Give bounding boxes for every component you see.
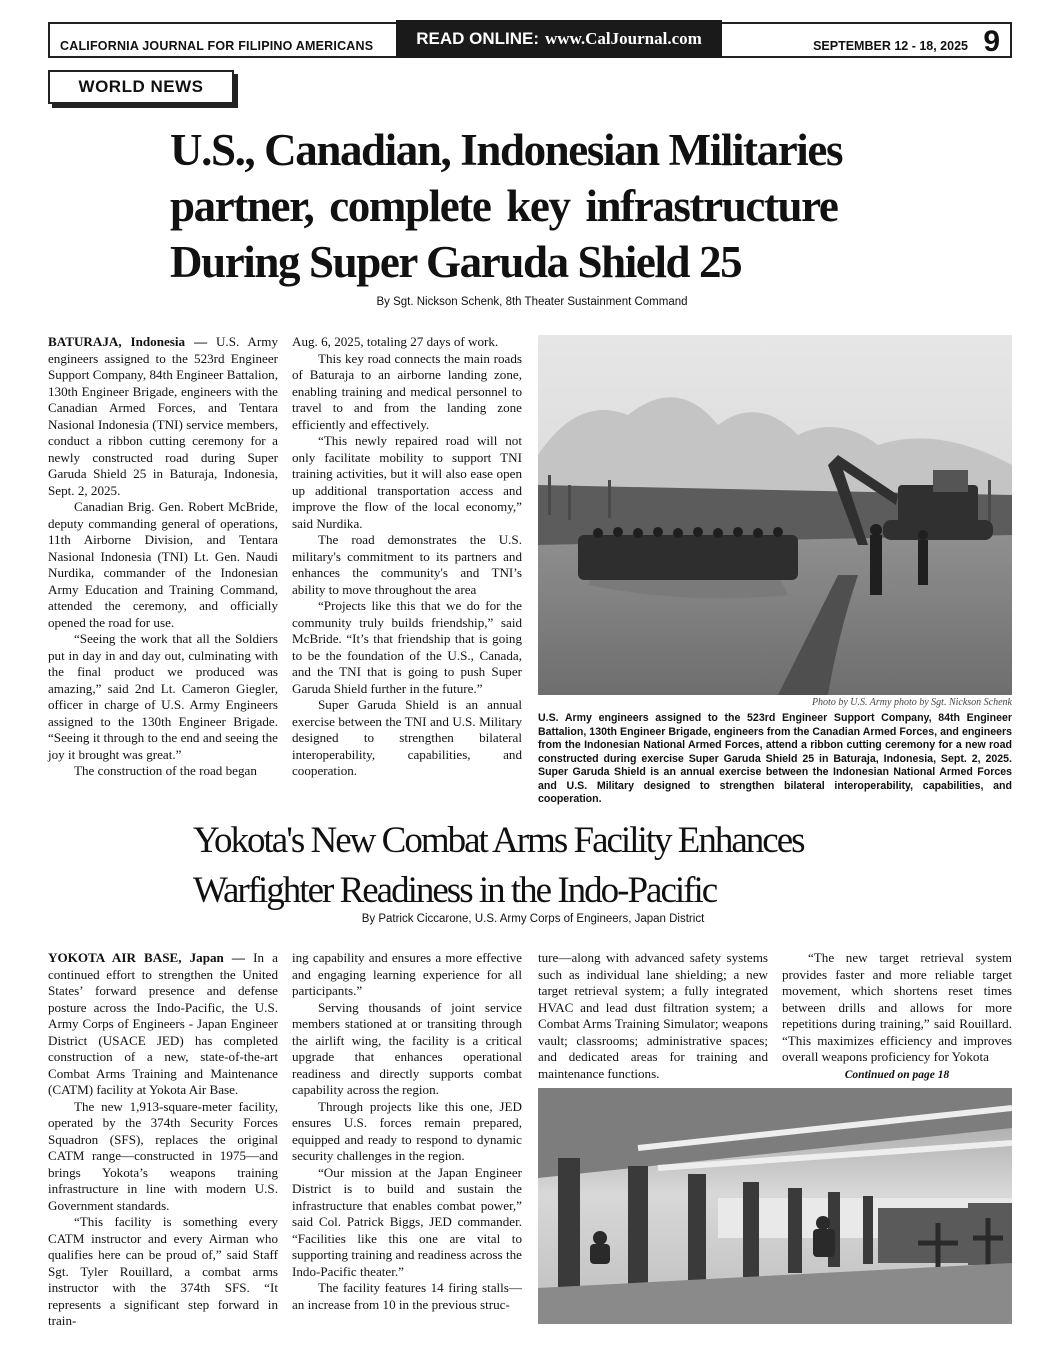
continued-link[interactable]: Continued on page 18 [844, 1069, 950, 1081]
article2-column-4 [782, 950, 1012, 1066]
photo-credit: Photo by U.S. Army photo by Sgt. Nickson Schenk [811, 697, 1012, 708]
paragraph: This key road connects the main roads of Baturaja to an airborne landing zone, enabling training and medical personnel to travel to and from the landing zone efficiently and effectively. [292, 350, 522, 432]
website-link[interactable]: www.CalJournal.com [545, 29, 702, 48]
issue-date: SEPTEMBER 12 - 18, 2025 [813, 39, 968, 53]
article2-column-3 [538, 950, 768, 1082]
article1-byline: By Sgt. Nickson Schenk, 8th Theater Sustainment Command [376, 296, 688, 308]
publication-name: CALIFORNIA JOURNAL FOR FILIPINO AMERICANS [60, 39, 374, 53]
headline-line: During Super Garuda Shield 25 [170, 237, 742, 287]
paragraph: YOKOTA AIR BASE, Japan — In a continued effort to strengthen the United States’ forward presence and defense posture across the Indo-Pacific, the U.S. Army Corps of Engineers - Japan Engineer District (USACE JED) has completed construction of a new, state-of-the-art Combat Arms Training and Maintenance (CATM) facility at Yokota Air Base. [48, 950, 278, 1097]
page-number: 9 [983, 25, 1000, 58]
paragraph: Canadian Brig. Gen. Robert McBride, deputy commanding general of operations, 11th Airborne Division, and Tentara Nasional Indonesia (TNI) Lt. Gen. Naudi Nurdika, commander of the Indonesian Army Education and Training Command, attended the ceremony, and officially opened the road for use. [48, 499, 278, 630]
firing-range-photo [538, 1088, 1012, 1324]
paragraph: BATURAJA, Indonesia — U.S. Army engineers assigned to the 523rd Engineer Support Company, 84th Engineer Battalion, 130th Engineer Brigade, engineers with the Canadian Armed Forces, and Tentara Nasional Indonesia (TNI) service members, conduct a ribbon cutting ceremony for a newly constructed road during Super Garuda Shield 25 in Baturaja, Indonesia, Sept. 2, 2025. [48, 334, 278, 498]
paragraph: “This facility is something every CATM instructor and every Airman who qualifies here can be proud of,” said Staff Sgt. Tyler Rouillard, a combat arms instructor with the 374th SFS. “It represents a significant step forward in train- [48, 1214, 278, 1328]
headline-line: partner, complete key infrastructure [170, 181, 838, 231]
article1-column-2 [292, 334, 522, 780]
masthead [48, 22, 1012, 58]
ribbon-ceremony-photo [538, 335, 1012, 695]
read-online-banner [396, 20, 722, 58]
dateline: BATURAJA, Indonesia — [48, 334, 208, 349]
photo-caption: U.S. Army engineers assigned to the 523rd Engineer Support Company, 84th Engineer Battalion, 130th Engineer Brigade, engineers from the Canadian Armed Forces, and engineers from the Indonesian National Armed Forces, attend a ribbon cutting ceremony for a new road constructed during exercise Super Garuda Shield 25 in Baturaja, Indonesia, Sept. 2, 2025. Super Garuda Shield is an annual exercise between the Indonesian National Armed Forces and U.S. Military designed to strengthen bilateral interoperability, capabilities, and cooperation. [538, 712, 1012, 805]
headline-line: Warfighter Readiness in the Indo-Pacific [193, 870, 717, 911]
paragraph: Through projects like this one, JED ensures U.S. forces remain prepared, equipped and ready to respond to dynamic security challenges in the region. [292, 1098, 522, 1163]
paragraph: “This newly repaired road will not only facilitate mobility to support TNI training activities, but it will also ease open up additional transportation access and improve the flow of the local economy,” said Nurdika. [292, 433, 522, 531]
paragraph: The new 1,913-square-meter facility, operated by the 374th Security Forces Squadron (SFS), replaces the original CATM range—constructed in 1975—and brings Yokota’s weapons training infrastructure in line with modern U.S. Government standards. [48, 1098, 278, 1213]
paragraph: Serving thousands of joint service members stationed at or transiting through the airlift wing, the facility is a critical upgrade that enhances operational readiness and directly supports combat capability across the region. [292, 999, 522, 1097]
read-online-label: READ ONLINE: [416, 29, 539, 48]
section-label: WORLD NEWS [48, 70, 234, 104]
paragraph: ture—along with advanced safety systems such as individual lane shielding; a new target retrieval system; a fully integrated HVAC and lead dust filtration system; a Combat Arms Training Simulator; weapons vault; classrooms; administrative spaces; and dedicated areas for training and maintenance functions. [538, 950, 768, 1081]
paragraph: Aug. 6, 2025, totaling 27 days of work. [292, 334, 499, 349]
article1-headline [170, 122, 894, 290]
article2-column-1 [48, 950, 278, 1330]
paragraph: ing capability and ensures a more effective and engaging learning experience for all participants.” [292, 950, 522, 998]
headline-line: U.S., Canadian, Indonesian Militaries [170, 125, 843, 175]
paragraph: The facility features 14 firing stalls—an increase from 10 in the previous struc- [292, 1280, 522, 1312]
paragraph: “Projects like this that we do for the community truly builds friendship,” said McBride. “It’s that friendship that is going to be the foundation of the U.S., Canada, and the TNI that is going to push Super Garuda Shield further in the future.” [292, 598, 522, 696]
paragraph: “Seeing the work that all the Soldiers put in day in and day out, culminating with the final product we produced was amazing,” said 2nd Lt. Cameron Giegler, officer in charge of U.S. Army Engineers assigned to the 130th Engineer Brigade. “Seeing it through to the end and seeing the joy it brought was great.” [48, 631, 278, 762]
article2-column-2 [292, 950, 522, 1313]
paragraph: The construction of the road began [74, 763, 257, 778]
article2-byline: By Patrick Ciccarone, U.S. Army Corps of Engineers, Japan District [361, 913, 705, 925]
paragraph: Super Garuda Shield is an annual exercise between the TNI and U.S. Military designed to strengthen bilateral interoperability, capabilities, and cooperation. [292, 697, 522, 778]
paragraph: The road demonstrates the U.S. military's commitment to its partners and enhances the community's and TNI’s ability to move throughout the area [292, 532, 522, 597]
paragraph: “The new target retrieval system provides faster and more reliable target movement, which shortens reset times between drills and allows for more repetitions during training,” said Rouillard. “This maximizes efficiency and improves overall weapons proficiency for Yokota [782, 950, 1012, 1064]
article2-headline [193, 816, 893, 916]
headline-line: Yokota's New Combat Arms Facility Enhances [193, 820, 804, 861]
article1-column-1 [48, 334, 278, 780]
dateline: YOKOTA AIR BASE, Japan — [48, 950, 246, 965]
paragraph: “Our mission at the Japan Engineer District is to build and sustain the infrastructure that enables combat power,” said Col. Patrick Biggs, JED commander. “Facilities like this one are vital to supporting training and readiness across the Indo-Pacific theater.” [292, 1164, 522, 1279]
